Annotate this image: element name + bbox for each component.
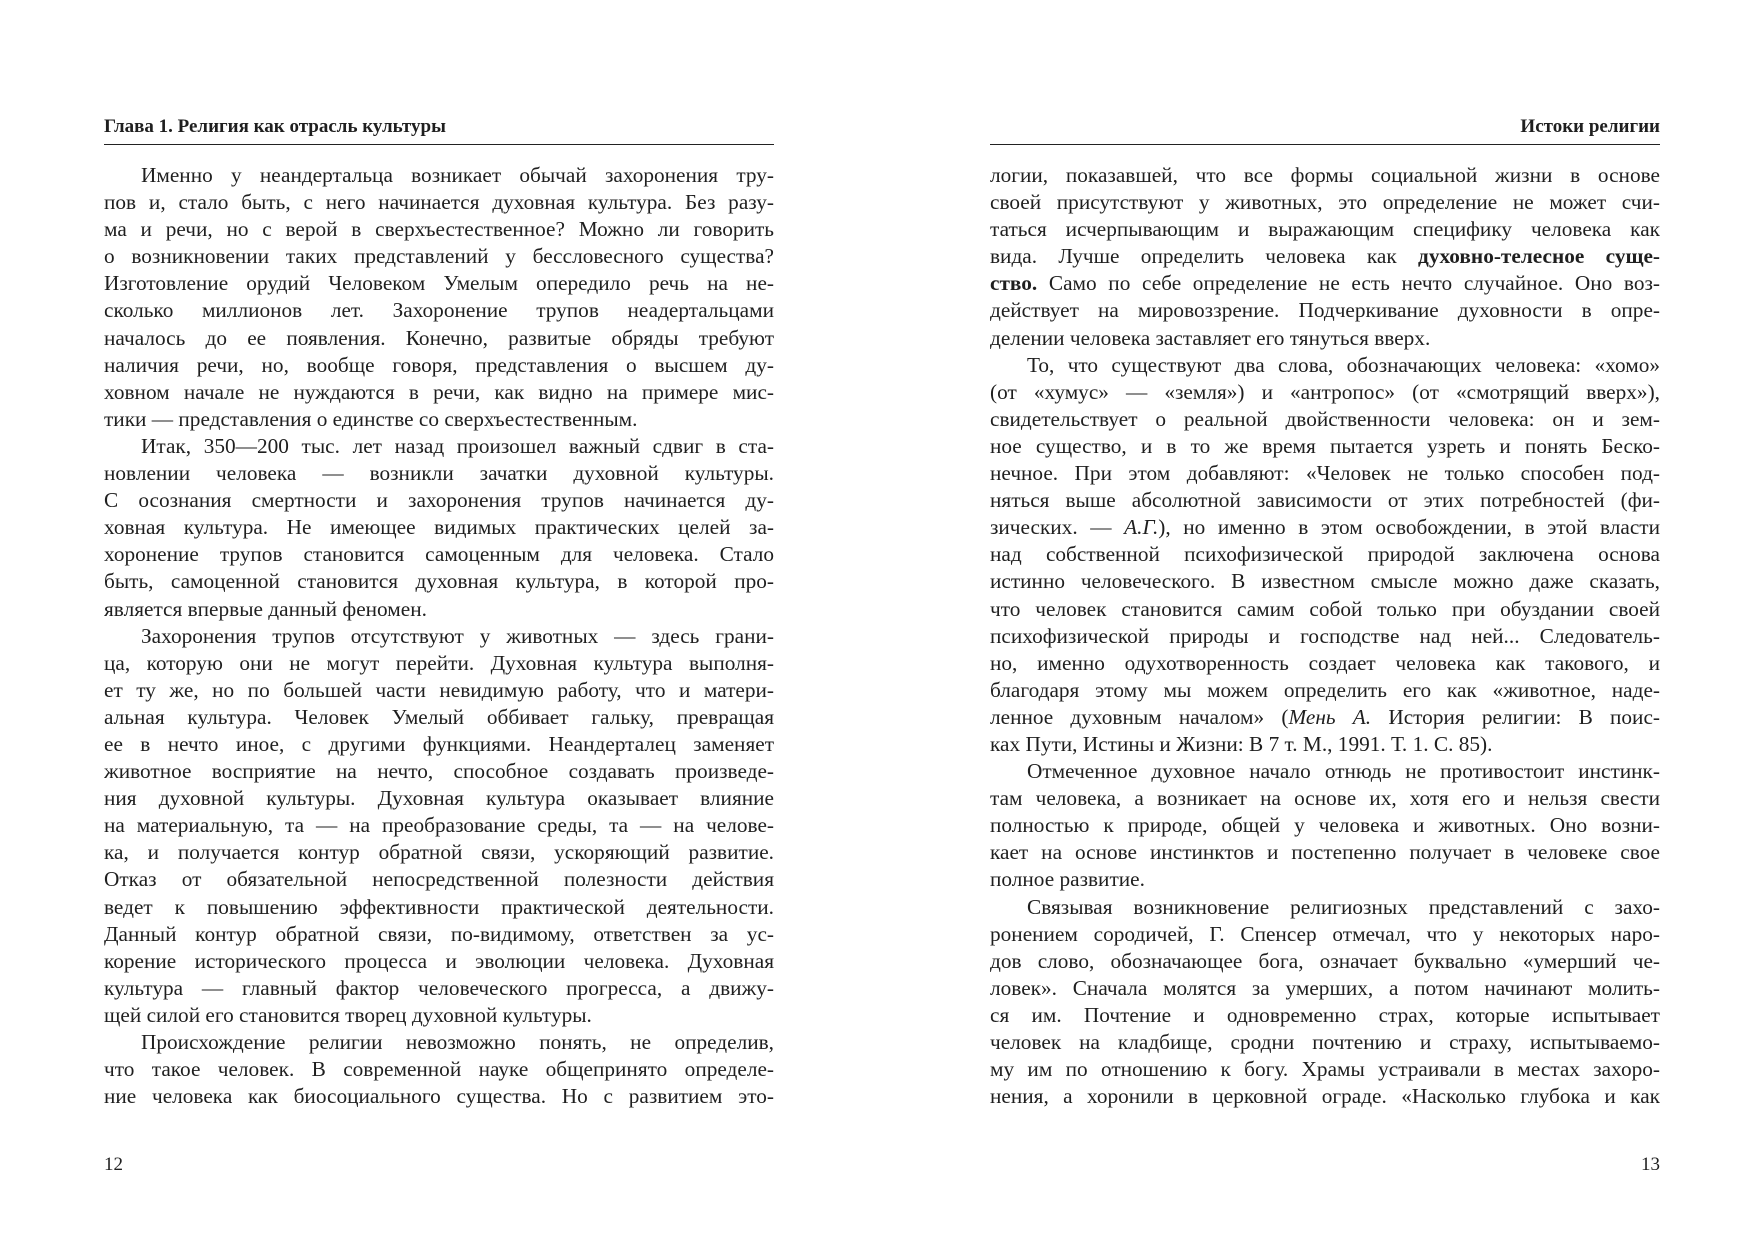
text-line: няться выше абсолютной зависимости от этих потребностей (фи- bbox=[990, 488, 1660, 513]
text-line: там человека, а возникает на основе их, хотя его и нельзя свести bbox=[990, 786, 1660, 811]
text-line: пов и, стало быть, с него начинается духовная культура. Без разу- bbox=[104, 190, 774, 215]
text-line: о возникновении таких представлений у бессловесного существа? bbox=[104, 244, 774, 269]
text-line: дов слово, обозначающее бога, означает буквально «умерший че- bbox=[990, 948, 1660, 973]
text-line: ма и речи, но с верой в сверхъестественное? Можно ли говорить bbox=[104, 217, 774, 242]
bold-term: духовно-телесное суще- bbox=[1418, 244, 1660, 269]
text-line: нечное. При этом добавляют: «Человек не только способен под- bbox=[990, 461, 1660, 486]
text-line: благодаря этому мы можем определить его как «животное, наде- bbox=[990, 677, 1660, 702]
text-line: корение исторического процесса и эволюции человека. Духовная bbox=[104, 948, 774, 973]
text-line: Захоронения трупов отсутствуют у животных — здесь грани- bbox=[141, 623, 774, 648]
italic-initials: А.Г. bbox=[1124, 515, 1159, 540]
line-segment: Само по себе определение не есть нечто случайное. Оно воз- bbox=[1037, 271, 1660, 296]
line-segment: зических. — bbox=[990, 515, 1125, 540]
text-line: на материальную, та — на преобразование среды, та — на челове- bbox=[104, 813, 774, 838]
left-page bbox=[104, 0, 774, 1240]
text-line: своей присутствуют у животных, это определение не может счи- bbox=[990, 190, 1660, 215]
text-line: Отмеченное духовное начало отнюдь не противостоит инстинк- bbox=[1027, 759, 1660, 784]
right-page-body bbox=[990, 162, 1660, 1110]
text-line: му им по отношению к богу. Храмы устраивали в местах захоро- bbox=[990, 1057, 1660, 1082]
text-line: что такое человек. В современной науке общепринято определе- bbox=[104, 1057, 774, 1082]
text-line: истинно человеческого. В известном смысле можно даже сказать, bbox=[990, 569, 1660, 594]
text-line: над собственной психофизической природой заключена основа bbox=[990, 542, 1660, 567]
text-line: Именно у неандертальца возникает обычай захоронения тру- bbox=[141, 163, 774, 187]
text-line: ронением сородичей, Г. Спенсер отмечал, что у некоторых наро- bbox=[990, 921, 1660, 946]
text-line: ее в нечто иное, с другими функциями. Неандерталец заменяет bbox=[104, 731, 774, 756]
line-segment: История религии: В поис- bbox=[1371, 704, 1660, 729]
text-line: хоронение трупов становится самоценным для человека. Стало bbox=[104, 542, 774, 567]
text-line bbox=[990, 704, 1660, 731]
text-line: ловек». Сначала молятся за умерших, а потом начинают молить- bbox=[990, 975, 1660, 1000]
text-line: началось до ее появления. Конечно, развитые обряды требуют bbox=[104, 325, 774, 350]
text-line: Итак, 350—200 тыс. лет назад произошел важный сдвиг в ста- bbox=[141, 433, 774, 458]
text-line: наличия речи, но, вообще говоря, представления о высшем ду- bbox=[104, 352, 774, 377]
text-line: Происхождение религии невозможно понять, не определив, bbox=[141, 1030, 774, 1054]
text-line: логии, показавшей, что все формы социальной жизни в основе bbox=[990, 163, 1660, 187]
running-header-right: Истоки религии bbox=[1520, 116, 1660, 137]
text-line: животное восприятие на нечто, способное создавать произведе- bbox=[104, 759, 774, 784]
text-line: нения, а хоронили в церковной ограде. «Насколько глубока и как bbox=[990, 1084, 1660, 1109]
running-header-left: Глава 1. Религия как отрасль культуры bbox=[104, 116, 446, 137]
text-line bbox=[990, 270, 1660, 297]
text-line: быть, самоценной становится духовная культура, в которой про- bbox=[104, 569, 774, 594]
text-line: новлении человека — возникли зачатки духовной культуры. bbox=[104, 461, 774, 486]
page-number-right: 13 bbox=[1641, 1154, 1660, 1175]
line-segment: ), но именно в этом освобождении, в этой власти bbox=[1158, 515, 1660, 540]
text-line: таться исчерпывающим и выражающим специфику человека как bbox=[990, 217, 1660, 242]
text-line: ховная культура. Не имеющее видимых практических целей за- bbox=[104, 515, 774, 540]
text-line: ния духовной культуры. Духовная культура оказывает влияние bbox=[104, 786, 774, 811]
text-line: ках Пути, Истины и Жизни: В 7 т. М., 1991. Т. 1. С. 85). bbox=[990, 731, 1493, 756]
text-line: Связывая возникновение религиозных представлений с захо- bbox=[1027, 894, 1660, 919]
right-page bbox=[990, 0, 1660, 1240]
text-line: полное развитие. bbox=[990, 867, 1145, 892]
text-line: психофизической природы и господстве над ней... Следователь- bbox=[990, 623, 1660, 648]
text-line: альная культура. Человек Умелый оббивает гальку, превращая bbox=[104, 704, 774, 729]
text-line: полностью к природе, общей у человека и животных. Оно возни- bbox=[990, 813, 1660, 838]
text-line: действует на мировоззрение. Подчеркивание духовности в опре- bbox=[990, 298, 1660, 323]
text-line: сколько миллионов лет. Захоронение трупов неадертальцами bbox=[104, 298, 774, 323]
text-line: ца, которую они не могут перейти. Духовная культура выполня- bbox=[104, 650, 774, 675]
text-line: ся им. Почтение и одновременно страх, которые испытывает bbox=[990, 1002, 1660, 1027]
text-line: (от «хумус» — «земля») и «антропос» (от «смотрящий вверх»), bbox=[990, 379, 1660, 404]
header-rule-left bbox=[104, 144, 774, 145]
text-line: ка, и получается контур обратной связи, ускоряющий развитие. bbox=[104, 840, 774, 865]
text-line: свидетельствует о реальной двойственности человека: он и зем- bbox=[990, 406, 1660, 431]
bold-term: ство. bbox=[990, 271, 1038, 296]
text-line: но, именно одухотворенность создает человека как такового, и bbox=[990, 650, 1660, 675]
text-line: культура — главный фактор человеческого прогресса, а движу- bbox=[104, 975, 774, 1000]
text-line: Изготовление орудий Человеком Умелым опередило речь на не- bbox=[104, 271, 774, 296]
text-line: ние человека как биосоциального существа. Но с развитием это- bbox=[104, 1084, 774, 1109]
text-line bbox=[990, 514, 1660, 541]
text-line: То, что существуют два слова, обозначающих человека: «хомо» bbox=[1027, 352, 1660, 377]
line-segment: ленное духовным началом» ( bbox=[990, 704, 1289, 729]
header-rule-right bbox=[990, 144, 1660, 145]
line-segment: вида. Лучше определить человека как bbox=[990, 244, 1419, 269]
text-line: человек на кладбище, сродни почтению и страху, испытываемо- bbox=[990, 1030, 1660, 1054]
text-line: Данный контур обратной связи, по-видимому, ответствен за ус- bbox=[104, 921, 774, 946]
text-line: ет ту же, но по большей части невидимую работу, что и матери- bbox=[104, 677, 774, 702]
page-number-left: 12 bbox=[104, 1154, 123, 1175]
text-line: кает на основе инстинктов и постепенно получает в человеке свое bbox=[990, 840, 1660, 865]
text-line: является впервые данный феномен. bbox=[104, 596, 427, 621]
text-line: ховном начале не нуждаются в речи, как видно на примере мис- bbox=[104, 379, 774, 404]
text-line: С осознания смертности и захоронения трупов начинается ду- bbox=[104, 488, 774, 513]
left-page-body bbox=[104, 162, 774, 1110]
text-line: щей силой его становится творец духовной культуры. bbox=[104, 1002, 592, 1027]
text-line: ное существо, и в то же время пытается узреть и понять Беско- bbox=[990, 433, 1660, 458]
text-line bbox=[990, 243, 1660, 270]
text-line: ведет к повышению эффективности практической деятельности. bbox=[104, 894, 774, 919]
text-line: что человек становится самим собой только при обуздании своей bbox=[990, 596, 1660, 621]
text-line: Отказ от обязательной непосредственной полезности действия bbox=[104, 867, 774, 892]
text-line: делении человека заставляет его тянуться вверх. bbox=[990, 325, 1431, 350]
italic-author: Мень А. bbox=[1288, 704, 1372, 729]
text-line: тики — представления о единстве со сверхъестественным. bbox=[104, 406, 638, 431]
